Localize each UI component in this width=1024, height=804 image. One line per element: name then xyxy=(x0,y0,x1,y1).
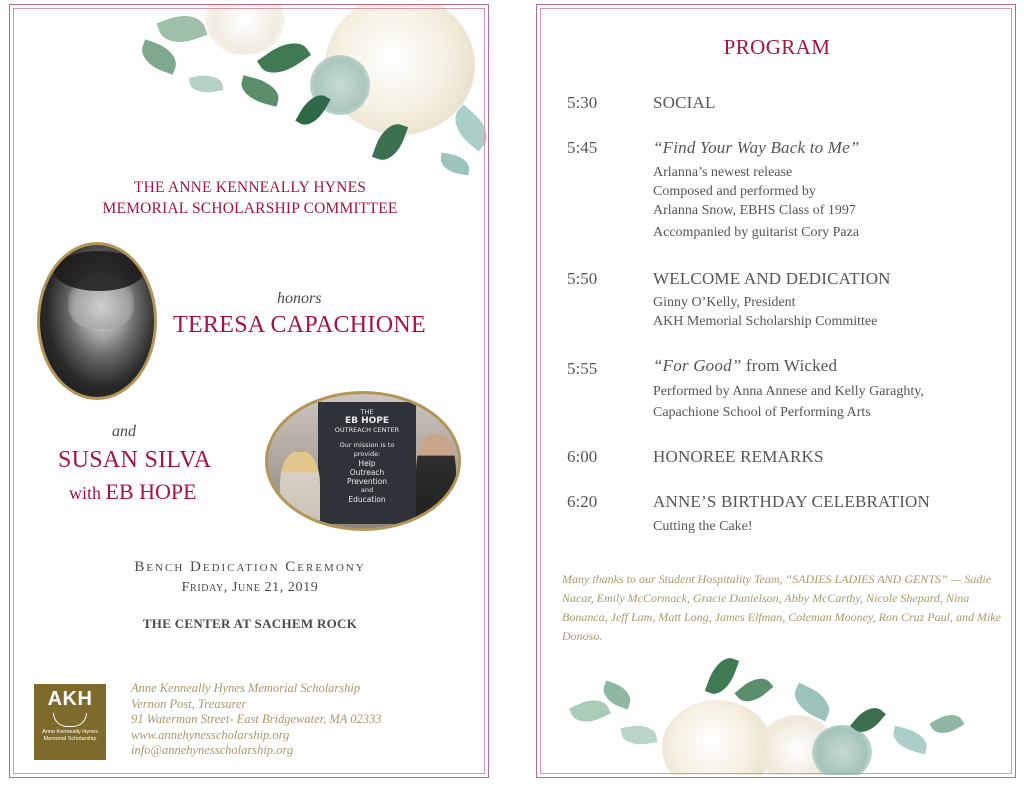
contact-org: Anne Kenneally Hynes Memorial Scholarship xyxy=(131,681,361,695)
with-eb-hope xyxy=(69,479,197,505)
item-description: Cutting the Cake! xyxy=(653,519,753,534)
committee-line2: MEMORIAL SCHOLARSHIP COMMITTEE xyxy=(102,200,398,217)
item-heading: WELCOME AND DEDICATION xyxy=(653,269,891,288)
honoree-teresa: TERESA CAPACHIONE xyxy=(173,312,426,338)
eb-hope-banner: THE EB HOPE OUTREACH CENTER Our mission is to provide: Help Outreach Prevention and Education xyxy=(334,408,400,504)
ceremony-title: Bench Dedication Ceremony xyxy=(134,559,366,575)
item-time: 5:45 xyxy=(567,138,598,157)
honoree-susan: SUSAN SILVA xyxy=(58,447,212,473)
item-description: Ginny O’Kelly, President AKH Memorial Scholarship Committee xyxy=(653,295,878,329)
eb-hope-label: EB HOPE xyxy=(105,479,197,504)
item-time: 6:20 xyxy=(567,492,598,511)
ceremony-venue: THE CENTER AT SACHEM ROCK xyxy=(142,616,358,631)
item-heading: HONOREE REMARKS xyxy=(653,447,824,466)
logo-letters: AKH xyxy=(47,688,93,710)
contact-address: 91 Waterman Street- East Bridgewater, MA 02333 xyxy=(131,712,382,726)
logo-name: Anne Kenneally Hynes Memorial Scholarship xyxy=(42,729,98,742)
with-label: with xyxy=(69,483,102,503)
book-icon xyxy=(53,713,87,727)
floral-decoration-bottom xyxy=(562,655,992,775)
honors-label: honors xyxy=(277,290,322,307)
akh-logo xyxy=(34,684,106,760)
item-heading: SOCIAL xyxy=(653,93,716,112)
cover-panel xyxy=(9,4,489,778)
contact-website[interactable]: www.annehynesscholarship.org xyxy=(131,727,290,742)
program-panel xyxy=(536,4,1016,778)
committee-title xyxy=(10,177,490,219)
contact-treasurer: Vernon Post, Treasurer xyxy=(131,696,247,711)
item-description: Performed by Anna Annese and Kelly Garaghty, Capachione School of Performing Arts xyxy=(653,384,924,420)
and-label: and xyxy=(112,423,136,440)
contact-block xyxy=(131,681,382,759)
item-heading: ANNE’S BIRTHDAY CELEBRATION xyxy=(653,492,931,511)
committee-line1: THE ANNE KENNEALLY HYNES xyxy=(133,179,367,196)
program-title: PROGRAM xyxy=(723,35,831,59)
thanks-note: Many thanks to our Student Hospitality Team, “SADIES LADIES AND GENTS” — Sadie Nacar, Emily McCormack, Gracie Danielson, Abby McCarthy, Nicole Shepard, Nina Bonanca, Jeff Lam, Matt Long, James Elfman, Coleman Mooney, Ron Cruz Paul, and Mike Donoso. xyxy=(562,572,1001,643)
item-time: 6:00 xyxy=(567,447,598,466)
eb-hope-photo xyxy=(265,391,461,531)
floral-decoration-top xyxy=(120,5,490,195)
teresa-portrait-photo xyxy=(37,242,157,400)
item-description: Arlanna’s newest release Composed and performed by Arlanna Snow, EBHS Class of 1997 Accompanied by guitarist Cory Paza xyxy=(653,165,860,240)
item-heading: “Find Your Way Back to Me” xyxy=(653,138,860,157)
item-time: 5:55 xyxy=(567,359,598,378)
contact-email[interactable]: info@annehynesscholarship.org xyxy=(131,743,294,757)
item-heading: “For Good” from Wicked xyxy=(653,356,838,375)
item-time: 5:30 xyxy=(567,93,598,112)
item-time: 5:50 xyxy=(567,269,598,288)
ceremony-date: Friday, June 21, 2019 xyxy=(181,580,319,595)
